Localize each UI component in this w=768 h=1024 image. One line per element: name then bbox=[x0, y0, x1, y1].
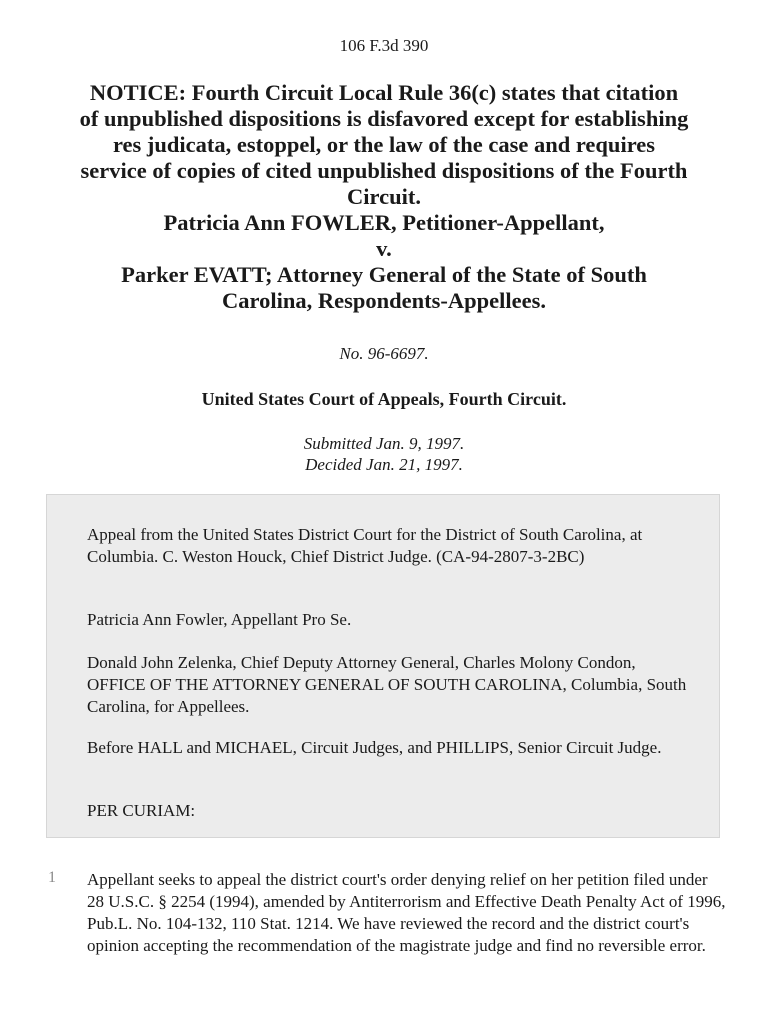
notice-line: service of copies of cited unpublished dispositions of the Fourth bbox=[80, 158, 688, 183]
syllabus-box bbox=[46, 494, 720, 838]
case-title bbox=[40, 80, 728, 314]
appellant-counsel: Patricia Ann Fowler, Appellant Pro Se. bbox=[87, 610, 352, 629]
appeal-info: Appeal from the United States District Court for the District of South Carolina, at Columbia. C. Weston Houck, Chief District Judge. (CA-94-2807-3-2BC) bbox=[87, 525, 643, 566]
appellee-counsel: Donald John Zelenka, Chief Deputy Attorney General, Charles Molony Condon, OFFICE OF THE ATTORNEY GENERAL OF SOUTH CAROLINA, Columbia, South Carolina, for Appellees. bbox=[87, 653, 687, 716]
respondents-line: Parker EVATT; Attorney General of the State of South bbox=[121, 262, 647, 287]
paragraph-number: 1 bbox=[48, 869, 56, 886]
notice-line: Circuit. bbox=[347, 184, 421, 209]
petitioner-line: Patricia Ann FOWLER, Petitioner-Appellant, bbox=[163, 210, 605, 235]
case-citation: 106 F.3d 390 bbox=[339, 36, 429, 55]
per-curiam-label: PER CURIAM: bbox=[87, 801, 196, 820]
notice-line: of unpublished dispositions is disfavored except for establishing bbox=[79, 106, 689, 131]
case-dates bbox=[0, 433, 768, 475]
docket-number: No. 96-6697. bbox=[339, 344, 429, 363]
judges-panel: Before HALL and MICHAEL, Circuit Judges, and PHILLIPS, Senior Circuit Judge. bbox=[87, 738, 662, 757]
court-name: United States Court of Appeals, Fourth Circuit. bbox=[201, 389, 567, 409]
opinion-paragraph: Appellant seeks to appeal the district court's order denying relief on her petition filed under 28 U.S.C. § 2254 (1994), amended by Antiterrorism and Effective Death Penalty Act of 1996, Pub.L. No. 104-132, 110 Stat. 1214. We have reviewed the record and the district court's opinion accepting the recommendation of the magistrate judge and find no reversible error. bbox=[87, 870, 726, 955]
versus-line: v. bbox=[376, 236, 392, 261]
decided-date: Decided Jan. 21, 1997. bbox=[305, 455, 463, 474]
notice-line: NOTICE: Fourth Circuit Local Rule 36(c) states that citation bbox=[89, 80, 679, 105]
respondents-line: Carolina, Respondents-Appellees. bbox=[222, 288, 546, 313]
submitted-date: Submitted Jan. 9, 1997. bbox=[303, 434, 465, 453]
notice-line: res judicata, estoppel, or the law of the case and requires bbox=[112, 132, 656, 157]
